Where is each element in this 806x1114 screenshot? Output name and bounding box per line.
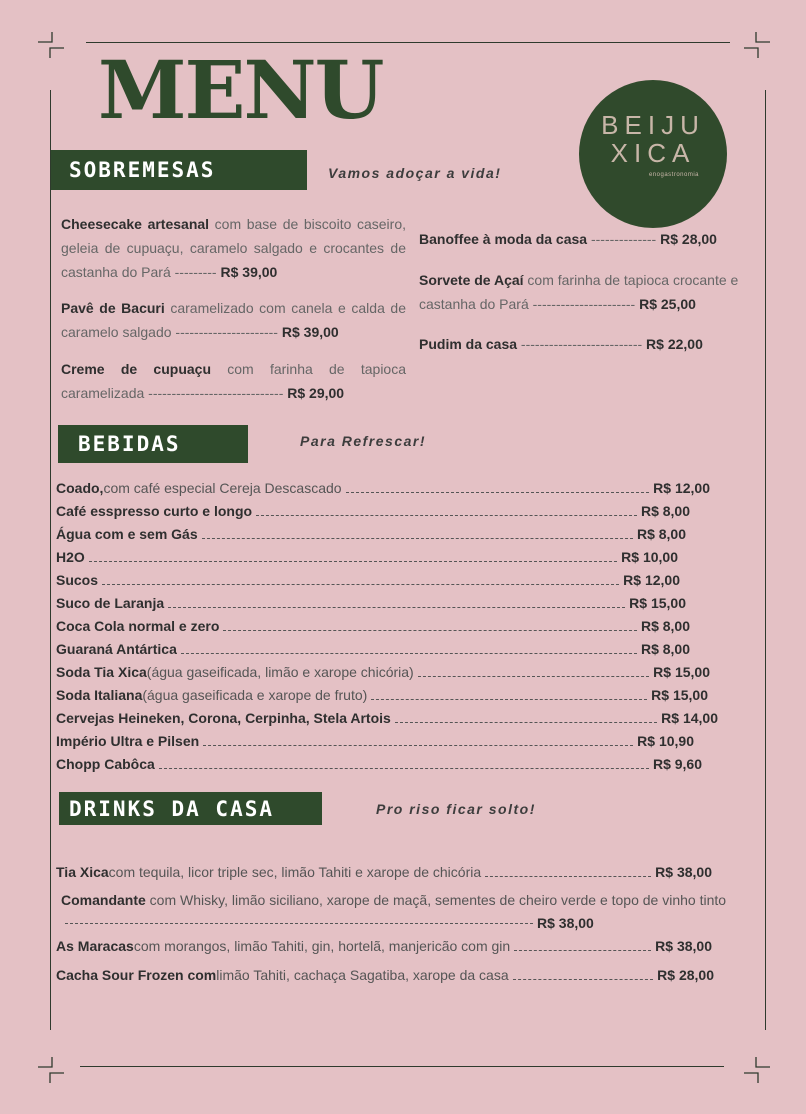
leader-dots (181, 653, 637, 654)
beverage-price: R$ 12,00 (653, 480, 710, 496)
dessert-price: R$ 28,00 (660, 231, 717, 247)
dessert-item (419, 227, 759, 251)
leader-dots: ----------------------------- (144, 385, 288, 401)
cocktail-desc: com morangos, limão Tahiti, gin, hortelã, manjericão com gin (133, 938, 511, 954)
beverage-price: R$ 15,00 (651, 687, 708, 703)
dessert-item (419, 332, 759, 356)
leader-dots (256, 515, 637, 516)
dessert-desc: com farinha de tapioca caramelizada (61, 361, 406, 401)
beverage-item (56, 523, 686, 545)
logo-subtitle: enogastronomia (648, 172, 699, 178)
beverage-name: Soda Tia Xica (56, 664, 147, 680)
dessert-item (419, 268, 759, 316)
cocktail-item (61, 889, 751, 935)
beverage-name: Soda Italiana (56, 687, 143, 703)
right-rule (765, 90, 766, 1030)
logo-line-1: BEIJU (601, 110, 705, 140)
beverage-price: R$ 8,00 (636, 526, 686, 542)
left-rule (50, 90, 51, 1030)
dessert-desc: caramelizado com canela e calda de caramelo salgado (61, 300, 406, 340)
beverage-name: Guaraná Antártica (56, 641, 177, 657)
cocktail-name: As Maracas (56, 938, 134, 954)
leader-dots (346, 492, 650, 493)
dessert-name: Pudim da casa (419, 336, 518, 352)
beverage-item (56, 638, 690, 660)
beverage-price: R$ 9,60 (652, 756, 702, 772)
leader-dots: -------------- (587, 231, 661, 247)
corner-ornament-tl (36, 30, 66, 60)
cocktail-price: R$ 38,00 (537, 915, 594, 931)
section-heading-drinks: DRINKS DA CASA (59, 792, 322, 825)
beverage-desc: (água gaseificada e xarope de fruto) (142, 687, 368, 703)
cocktail-item (56, 964, 714, 986)
cocktail-name: Comandante (61, 892, 146, 908)
beverage-price: R$ 10,00 (621, 549, 678, 565)
dessert-price: R$ 39,00 (220, 264, 278, 280)
leader-dots (514, 950, 651, 951)
cocktail-item (56, 935, 712, 957)
beverage-name: Império Ultra e Pilsen (56, 733, 200, 749)
leader-dots (395, 722, 657, 723)
leader-dots: --------- (170, 264, 221, 280)
dessert-name: Cheesecake artesanal (61, 216, 210, 232)
beverage-name: Chopp Cabôca (56, 756, 155, 772)
leader-dots (418, 676, 649, 677)
page-title: MENU (98, 43, 383, 137)
cocktail-price: R$ 38,00 (655, 864, 712, 880)
cocktail-name: Tia Xica (56, 864, 109, 880)
cocktail-desc: com Whisky, limão siciliano, xarope de maçã, sementes de cheiro verde e topo de vinho tinto (145, 892, 727, 908)
dessert-desc: com farinha de tapioca crocante e castanha do Pará (419, 272, 739, 312)
corner-ornament-bl (36, 1055, 66, 1085)
beverage-price: R$ 14,00 (661, 710, 718, 726)
beverage-name: Café esspresso curto e longo (56, 503, 253, 519)
dessert-item (61, 357, 406, 405)
leader-dots: ---------------------- (528, 296, 640, 312)
leader-dots (513, 979, 654, 980)
beverage-name: Sucos (56, 572, 99, 588)
cocktail-price: R$ 28,00 (657, 967, 714, 983)
beverage-item (56, 615, 690, 637)
beverage-item (56, 546, 678, 568)
beverage-desc: com café especial Cereja Descascado (103, 480, 342, 496)
leader-dots (371, 699, 647, 700)
beverage-item (56, 500, 690, 522)
beverage-item (56, 753, 702, 775)
corner-ornament-br (742, 1055, 772, 1085)
leader-dots: ---------------------- (171, 324, 282, 340)
dessert-name: Pavê de Bacuri (61, 300, 165, 316)
leader-dots (203, 745, 633, 746)
beverage-name: Coca Cola normal e zero (56, 618, 220, 634)
leader-dots: -------------------------- (517, 336, 647, 352)
brand-logo (579, 80, 727, 228)
logo-line-2: XICA (610, 138, 696, 168)
beverage-item (56, 569, 680, 591)
beverage-price: R$ 10,90 (637, 733, 694, 749)
dessert-price: R$ 22,00 (646, 336, 703, 352)
leader-dots (202, 538, 633, 539)
tagline-drinks: Pro riso ficar solto! (376, 801, 536, 817)
beverage-name: Cervejas Heineken, Corona, Cerpinha, Stela Artois (56, 710, 391, 726)
beverage-item (56, 730, 694, 752)
beverage-name: Suco de Laranja (56, 595, 165, 611)
beverage-item (56, 592, 686, 614)
cocktail-desc: com tequila, licor triple sec, limão Tahiti e xarope de chicória (108, 864, 482, 880)
dessert-price: R$ 29,00 (287, 385, 345, 401)
leader-dots (159, 768, 649, 769)
beverage-item (56, 661, 710, 683)
leader-dots (102, 584, 619, 585)
section-heading-sobremesas: SOBREMESAS (51, 150, 307, 190)
dessert-name: Sorvete de Açaí (419, 272, 524, 288)
dessert-item (61, 212, 406, 284)
beverage-price: R$ 8,00 (640, 503, 690, 519)
beverage-desc: (água gaseificada, limão e xarope chicória) (146, 664, 414, 680)
leader-dots (223, 630, 637, 631)
beverage-price: R$ 12,00 (623, 572, 680, 588)
beverage-item (56, 477, 710, 499)
dessert-price: R$ 25,00 (639, 296, 696, 312)
corner-ornament-tr (742, 30, 772, 60)
cocktail-item (56, 861, 712, 883)
cocktail-price: R$ 38,00 (655, 938, 712, 954)
beverage-name: Coado, (56, 480, 104, 496)
beverage-item (56, 684, 708, 706)
dessert-name: Banoffee à moda da casa (419, 231, 588, 247)
leader-dots (89, 561, 617, 562)
beverage-price: R$ 15,00 (629, 595, 686, 611)
beverage-name: Água com e sem Gás (56, 526, 198, 542)
dessert-desc: com base de biscoito caseiro, geleia de cupuaçu, caramelo salgado e crocantes de castanha do Pará (61, 216, 406, 280)
beverage-price: R$ 8,00 (640, 641, 690, 657)
leader-dots (485, 876, 651, 877)
beverage-item (56, 707, 718, 729)
tagline-sobremesas: Vamos adoçar a vida! (328, 165, 502, 181)
beverage-price: R$ 8,00 (640, 618, 690, 634)
cocktail-name: Cacha Sour Frozen com (56, 967, 217, 983)
dessert-item (61, 296, 406, 344)
tagline-bebidas: Para Refrescar! (300, 433, 427, 449)
section-heading-bebidas: BEBIDAS (58, 425, 248, 463)
leader-dots (65, 923, 533, 924)
dessert-name: Creme de cupuaçu (61, 361, 211, 377)
beverage-price: R$ 15,00 (653, 664, 710, 680)
cocktail-desc: limão Tahiti, cachaça Sagatiba, xarope da casa (216, 967, 509, 983)
leader-dots (168, 607, 625, 608)
bottom-rule (80, 1066, 724, 1067)
dessert-price: R$ 39,00 (281, 324, 339, 340)
beverage-name: H2O (56, 549, 85, 565)
